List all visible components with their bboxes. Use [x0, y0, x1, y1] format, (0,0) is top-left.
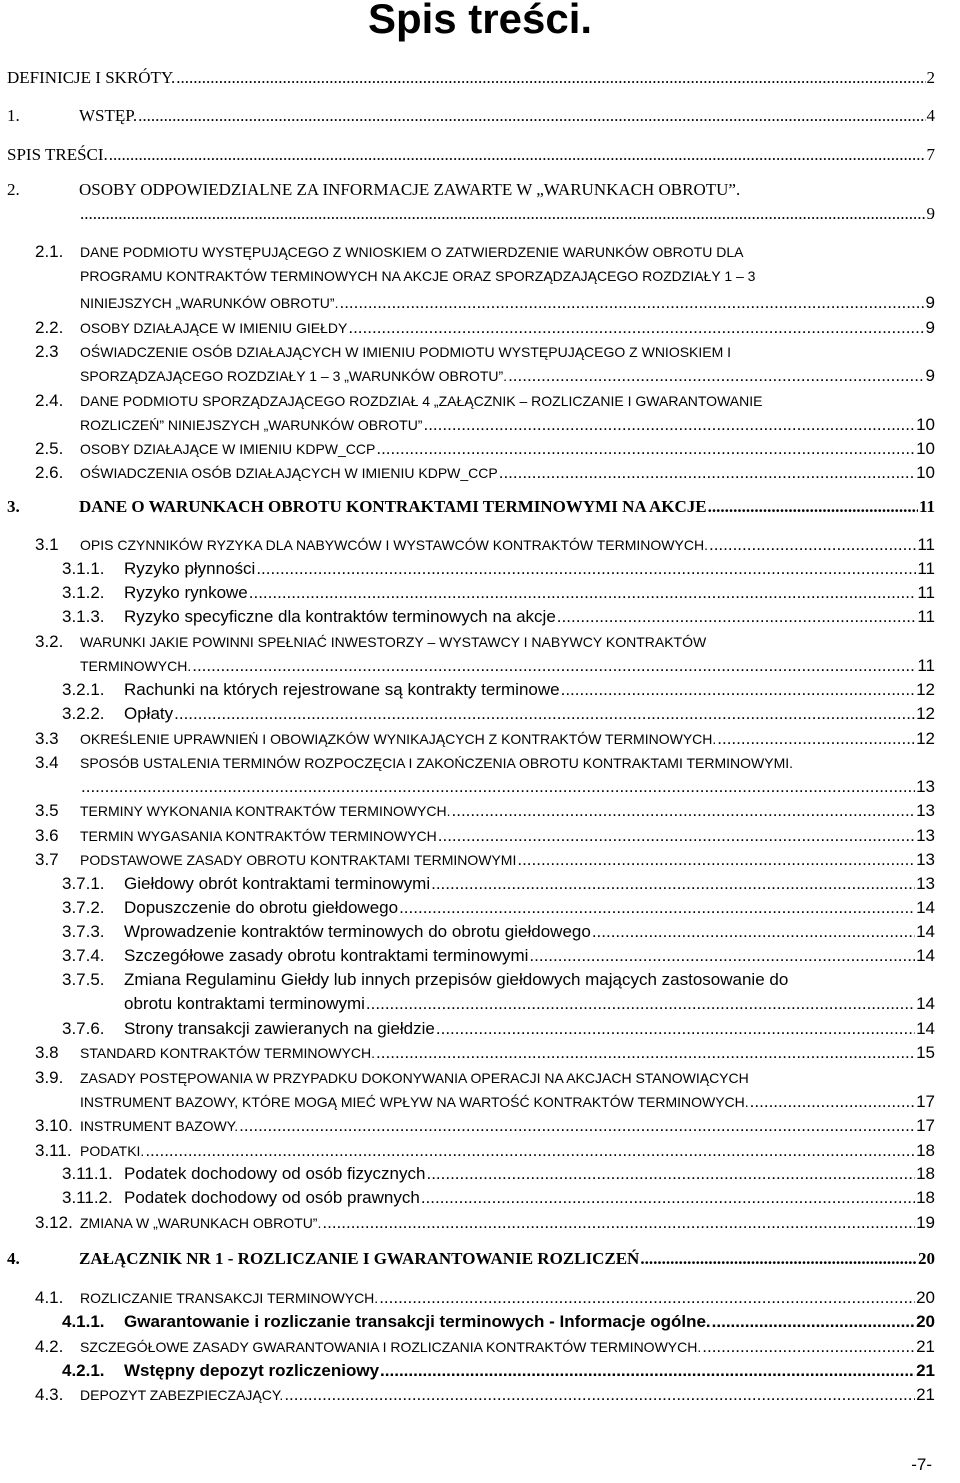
toc-leader: [517, 850, 915, 870]
toc-leader: [380, 1361, 915, 1381]
toc-entry-title: OKREŚLENIE UPRAWNIEŃ I OBOWIĄZKÓW WYNIKAJĄCYCH Z KONTRAKTÓW TERMINOWYCH.: [80, 731, 717, 747]
toc-entry-title: ROZLICZANIE TRANSAKCJI TERMINOWYCH.: [80, 1290, 379, 1306]
toc-leader: [399, 898, 915, 918]
toc-entry[interactable]: [62, 874, 935, 894]
toc-entry-page: 12: [916, 729, 935, 748]
toc-entry-number: 2.3: [35, 342, 59, 361]
toc-entry[interactable]: [35, 632, 935, 652]
toc-entry-page: 18: [916, 1141, 935, 1160]
toc-entry-title: OSOBY ODPOWIEDZIALNE ZA INFORMACJE ZAWARTE W „WARUNKACH OBROTU”.: [79, 180, 741, 199]
toc-entry[interactable]: [62, 970, 935, 990]
toc-entry-page: 11: [917, 607, 935, 626]
toc-entry-number: 3.8: [35, 1043, 59, 1062]
page-number-footer: -7-: [911, 1455, 932, 1474]
toc-entry[interactable]: [7, 180, 935, 200]
toc-entry-title: Zmiana Regulaminu Giełdy lub innych przepisów giełdowych mających zastosowanie do: [124, 970, 789, 989]
toc-leader: [138, 106, 925, 126]
toc-entry[interactable]: [35, 1385, 935, 1405]
toc-entry-page: 11: [917, 535, 935, 554]
toc-entry-title: TERMIN WYGASANIA KONTRAKTÓW TERMINOWYCH: [80, 828, 437, 844]
toc-entry-title: INSTRUMENT BAZOWY.: [80, 1118, 239, 1134]
toc-entry[interactable]: [35, 535, 935, 555]
toc-entry-title: SPOSÓB USTALENIA TERMINÓW ROZPOCZĘCIA I ZAKOŃCZENIA OBROTU KONTRAKTAMI TERMINOWYMI.: [80, 755, 794, 771]
toc-entry-number: 3.7.3.: [62, 922, 105, 941]
toc-entry-page: 20: [916, 1288, 935, 1307]
toc-entry-page: 11: [917, 583, 935, 602]
toc-entry-page: 18: [916, 1188, 935, 1207]
toc-entry-number: 2.1.: [35, 242, 64, 261]
toc-entry[interactable]: [80, 777, 935, 797]
toc-leader: [426, 1164, 915, 1184]
toc-leader: [438, 826, 915, 846]
toc-entry-title: Szczegółowe zasady obrotu kontraktami terminowymi: [124, 946, 529, 965]
toc-entry-number: 4.2.1.: [62, 1361, 105, 1380]
toc-entry-title: Giełdowy obrót kontraktami terminowymi: [124, 874, 431, 893]
toc-entry-title: NINIEJSZYCH „WARUNKÓW OBROTU”.: [80, 295, 339, 311]
toc-entry-title: OSOBY DZIAŁAJĄCE W IMIENIU GIEŁDY: [80, 320, 348, 336]
toc-entry-page: 12: [916, 680, 935, 699]
toc-entry-page: 12: [916, 704, 935, 723]
toc-entry-page: 20: [918, 1249, 935, 1268]
toc-entry-title: OŚWIADCZENIA OSÓB DZIAŁAJĄCYCH W IMIENIU KDPW_CCP: [80, 465, 498, 481]
toc-entry-number: 3.7.5.: [62, 970, 105, 989]
toc-entry-number: 3.11.: [35, 1141, 72, 1160]
toc-entry-title: STANDARD KONTRAKTÓW TERMINOWYCH.: [80, 1045, 376, 1061]
toc-entry[interactable]: [62, 583, 935, 603]
toc-entry-title: Dopuszczenie do obrotu giełdowego: [124, 898, 399, 917]
toc-entry-number: 3.7.6.: [62, 1019, 105, 1038]
toc-entry-number: 3.7.2.: [62, 898, 105, 917]
toc-entry[interactable]: [35, 850, 935, 870]
toc-entry-page: 14: [916, 946, 935, 965]
toc-entry-page: 14: [916, 922, 935, 941]
toc-entry[interactable]: [62, 1312, 935, 1332]
toc-entry[interactable]: [62, 922, 935, 942]
toc-entry-number: 3.11.2.: [62, 1188, 113, 1207]
toc-entry-number: 3.1.2.: [62, 583, 105, 602]
toc-entry-page: 9: [925, 366, 935, 385]
toc-entry[interactable]: [35, 318, 935, 338]
toc-leader: [176, 68, 925, 88]
toc-entry-page: 13: [916, 777, 935, 796]
toc-entry-page: 19: [916, 1213, 935, 1232]
toc-entry[interactable]: [7, 68, 935, 88]
toc-entry-title: Gwarantowanie i rozliczanie transakcji terminowych - Informacje ogólne.: [124, 1312, 711, 1331]
toc-leader: [80, 204, 926, 224]
toc-entry[interactable]: [7, 1249, 935, 1269]
toc-leader: [174, 704, 915, 724]
toc-entry[interactable]: [35, 1068, 935, 1088]
toc-entry[interactable]: [35, 342, 935, 362]
toc-entry[interactable]: [80, 656, 935, 676]
toc-entry-number: 3.4: [35, 753, 59, 772]
toc-entry[interactable]: [35, 439, 935, 459]
toc-leader: [702, 1337, 915, 1357]
toc-entry-title: Opłaty: [124, 704, 174, 723]
toc-entry-page: 10: [916, 439, 935, 458]
toc-leader: [256, 559, 916, 579]
toc-entry-number: 4.2.: [35, 1337, 64, 1356]
toc-entry-number: 3.7.4.: [62, 946, 105, 965]
toc-leader: [322, 1213, 915, 1233]
toc-entry-title: DEPOZYT ZABEZPIECZAJĄCY.: [80, 1387, 284, 1403]
toc-leader: [712, 1312, 915, 1332]
toc-entry[interactable]: [80, 268, 935, 284]
toc-entry[interactable]: [7, 145, 935, 165]
toc-entry[interactable]: [35, 1043, 935, 1063]
toc-entry-number: 3.1: [35, 535, 59, 554]
toc-entry-title: SZCZEGÓŁOWE ZASADY GWARANTOWANIA I ROZLICZANIA KONTRAKTÓW TERMINOWYCH.: [80, 1339, 702, 1355]
toc-entry[interactable]: [35, 1141, 935, 1161]
toc-entry-number: 3.3: [35, 729, 59, 748]
toc-leader: [592, 922, 915, 942]
toc-entry[interactable]: [62, 704, 935, 724]
toc-entry[interactable]: [80, 366, 935, 386]
toc-entry-title: Ryzyko rynkowe: [124, 583, 248, 602]
toc-leader: [557, 607, 917, 627]
toc-entry-number: 3.: [7, 497, 20, 516]
toc-entry-page: 17: [916, 1116, 935, 1135]
toc-entry-number: 3.6: [35, 826, 59, 845]
toc-entry-page: 21: [916, 1337, 935, 1356]
toc-entry-title: Rachunki na których rejestrowane są kontrakty terminowe: [124, 680, 560, 699]
toc-entry-number: 3.2.: [35, 632, 64, 651]
toc-leader: [708, 497, 918, 517]
toc-entry[interactable]: [62, 1361, 935, 1381]
toc-leader: [192, 656, 916, 676]
toc-entry-page: 9: [925, 293, 935, 312]
toc-entry[interactable]: [62, 1019, 935, 1039]
toc-entry-number: 2.: [7, 180, 20, 199]
toc-entry[interactable]: [35, 1288, 935, 1308]
toc-entry-page: 15: [916, 1043, 935, 1062]
toc-entry-title: OPIS CZYNNIKÓW RYZYKA DLA NABYWCÓW I WYSTAWCÓW KONTRAKTÓW TERMINOWYCH.: [80, 537, 708, 553]
toc-entry-number: 3.2.2.: [62, 704, 105, 723]
toc-entry-page: 14: [916, 994, 935, 1013]
toc-leader: [423, 415, 915, 435]
toc-entry[interactable]: [35, 1213, 935, 1233]
toc-entry[interactable]: [35, 801, 935, 821]
toc-leader: [109, 145, 926, 165]
toc-leader: [366, 994, 915, 1014]
toc-entry[interactable]: [35, 1337, 935, 1357]
toc-entry[interactable]: [62, 1188, 935, 1208]
toc-entry-number: 3.9.: [35, 1068, 64, 1087]
toc-entry-title: Strony transakcji zawieranych na giełdzie: [124, 1019, 435, 1038]
toc-entry-number: 3.11.1.: [62, 1164, 113, 1183]
toc-entry-page: 9: [926, 204, 935, 223]
toc-entry-page: 13: [916, 801, 935, 820]
toc-entry[interactable]: [35, 826, 935, 846]
toc-entry-page: 10: [916, 415, 935, 434]
toc-entry-title: OSOBY DZIAŁAJĄCE W IMIENIU KDPW_CCP: [80, 441, 376, 457]
toc-leader: [339, 293, 924, 313]
toc-entry-title: DANE O WARUNKACH OBROTU KONTRAKTAMI TERMINOWYMI NA AKCJE: [79, 497, 707, 516]
toc-entry-number: 4.: [7, 1249, 20, 1268]
toc-leader: [239, 1116, 915, 1136]
toc-entry-title: INSTRUMENT BAZOWY, KTÓRE MOGĄ MIEĆ WPŁYW NA WARTOŚĆ KONTRAKTÓW TERMINOWYCH.: [80, 1094, 749, 1110]
toc-entry[interactable]: [35, 729, 935, 749]
toc-entry-title: Podatek dochodowy od osób fizycznych: [124, 1164, 426, 1183]
toc-entry-page: 20: [916, 1312, 935, 1331]
toc-entry-page: 17: [916, 1092, 935, 1111]
toc-entry-page: 9: [925, 318, 935, 337]
toc-entry-number: 4.3.: [35, 1385, 64, 1404]
toc-leader: [452, 801, 916, 821]
toc-entry-page: 14: [916, 1019, 935, 1038]
toc-entry-number: 3.2.1.: [62, 680, 105, 699]
toc-entry-title: Ryzyko płynności: [124, 559, 256, 578]
toc-entry-title: PODSTAWOWE ZASADY OBROTU KONTRAKTAMI TERMINOWYMI: [80, 852, 517, 868]
toc-leader: [379, 1288, 915, 1308]
toc-entry-page: 14: [916, 898, 935, 917]
toc-entry[interactable]: [35, 1116, 935, 1136]
toc-entry-page: 13: [916, 874, 935, 893]
toc-leader: [348, 318, 924, 338]
toc-leader: [249, 583, 917, 603]
toc-entry-number: 4.1.: [35, 1288, 64, 1307]
toc-leader: [376, 1043, 915, 1063]
toc-entry-title: Podatek dochodowy od osób prawnych: [124, 1188, 420, 1207]
toc-leader: [529, 946, 915, 966]
toc-entry[interactable]: [62, 607, 935, 627]
toc-leader: [717, 729, 915, 749]
toc-entry-number: 2.4.: [35, 391, 64, 410]
toc-leader: [436, 1019, 915, 1039]
toc-entry-title: ZMIANA W „WARUNKACH OBROTU”.: [80, 1215, 322, 1231]
toc-entry[interactable]: [35, 242, 935, 262]
toc-entry[interactable]: [35, 753, 935, 773]
toc-leader: [499, 463, 915, 483]
toc-entry-title: obrotu kontraktami terminowymi: [124, 994, 365, 1013]
toc-entry-page: 2: [926, 68, 935, 87]
page-title: Spis treści.: [367, 0, 593, 42]
toc-entry[interactable]: [79, 204, 935, 224]
toc-entry-title: ZASADY POSTĘPOWANIA W PRZYPADKU DOKONYWANIA OPERACJI NA AKCJACH STANOWIĄCYCH: [80, 1070, 749, 1086]
toc-entry[interactable]: [7, 106, 935, 126]
toc-entry-title: SPORZĄDZAJĄCEGO ROZDZIAŁY 1 – 3 „WARUNKÓW OBROTU”.: [80, 368, 508, 384]
toc-entry-number: 2.6.: [35, 463, 64, 482]
toc-entry-title: PODATKI.: [80, 1143, 145, 1159]
toc-entry-number: 3.7: [35, 850, 59, 869]
toc-entry-title: Ryzyko specyficzne dla kontraktów terminowych na akcje: [124, 607, 556, 626]
toc-entry-number: 3.5: [35, 801, 59, 820]
toc-entry-number: 3.12.: [35, 1213, 73, 1232]
toc-entry-page: 4: [926, 106, 935, 125]
toc-entry[interactable]: [7, 497, 935, 517]
toc-entry-title: DANE PODMIOTU SPORZĄDZAJĄCEGO ROZDZIAŁ 4 „ZAŁĄCZNIK – ROZLICZANIE I GWARANTOWANIE: [80, 393, 763, 409]
toc-entry-number: 4.1.1.: [62, 1312, 105, 1331]
toc-entry-number: 3.1.3.: [62, 607, 105, 626]
toc-entry[interactable]: [62, 680, 935, 700]
toc-entry-page: 11: [917, 656, 935, 675]
toc-entry[interactable]: [62, 559, 935, 579]
toc-entry-page: 11: [918, 497, 935, 516]
toc-entry[interactable]: [62, 1164, 935, 1184]
toc-leader: [81, 777, 915, 797]
toc-entry[interactable]: [62, 946, 935, 966]
toc-leader: [709, 535, 916, 555]
toc-entry-number: 2.5.: [35, 439, 64, 458]
toc-entry-number: 3.7.1.: [62, 874, 105, 893]
toc-entry-title: ROZLICZEŃ” NINIEJSZYCH „WARUNKÓW OBROTU”: [80, 417, 423, 433]
toc-entry-number: 3.1.1.: [62, 559, 105, 578]
toc-entry-title: WSTĘP.: [79, 106, 138, 125]
toc-entry[interactable]: [80, 415, 935, 435]
toc-leader: [750, 1092, 915, 1112]
toc-entry-page: 18: [916, 1164, 935, 1183]
toc-entry[interactable]: [80, 293, 935, 313]
toc-leader: [508, 366, 924, 386]
toc-entry-page: 13: [916, 850, 935, 869]
toc-leader: [431, 874, 915, 894]
toc-entry-title: Wstępny depozyt rozliczeniowy: [124, 1361, 380, 1380]
toc-leader: [421, 1188, 915, 1208]
toc-entry-title: ZAŁĄCZNIK NR 1 - ROZLICZANIE I GWARANTOWANIE ROZLICZEŃ: [79, 1249, 640, 1268]
toc-entry-title: PROGRAMU KONTRAKTÓW TERMINOWYCH NA AKCJE ORAZ SPORZĄDZAJĄCEGO ROZDZIAŁY 1 – 3: [80, 268, 756, 284]
toc-entry-page: 13: [916, 826, 935, 845]
toc-entry[interactable]: [35, 463, 935, 483]
toc-leader: [145, 1141, 915, 1161]
toc-entry-page: 21: [916, 1385, 935, 1404]
toc-entry[interactable]: [35, 391, 935, 411]
toc-entry-title: DANE PODMIOTU WYSTĘPUJĄCEGO Z WNIOSKIEM O ZATWIERDZENIE WARUNKÓW OBROTU DLA: [80, 244, 744, 260]
toc-entry-title: TERMINY WYKONANIA KONTRAKTÓW TERMINOWYCH.: [80, 803, 451, 819]
toc-entry-number: 1.: [7, 106, 20, 125]
toc-entry-title: TERMINOWYCH.: [80, 658, 192, 674]
toc-entry-number: 3.10.: [35, 1116, 73, 1135]
toc-entry-title: Wprowadzenie kontraktów terminowych do obrotu giełdowego: [124, 922, 591, 941]
toc-entry-title: DEFINICJE I SKRÓTY.: [7, 68, 176, 87]
toc-leader: [640, 1249, 917, 1269]
toc-entry-page: 7: [926, 145, 935, 164]
toc-entry[interactable]: [80, 1092, 935, 1112]
toc-entry-title: WARUNKI JAKIE POWINNI SPEŁNIAĆ INWESTORZY – WYSTAWCY I NABYWCY KONTRAKTÓW: [80, 634, 707, 650]
toc-entry-number: 2.2.: [35, 318, 64, 337]
toc-entry-title: OŚWIADCZENIE OSÓB DZIAŁAJĄCYCH W IMIENIU PODMIOTU WYSTĘPUJĄCEGO Z WNIOSKIEM I: [80, 344, 732, 360]
toc-entry-title: SPIS TREŚCI.: [7, 145, 108, 164]
toc-entry-page: 10: [916, 463, 935, 482]
toc-leader: [284, 1385, 915, 1405]
toc-entry[interactable]: [62, 898, 935, 918]
toc-entry-page: 11: [917, 559, 935, 578]
toc-leader: [376, 439, 915, 459]
toc-leader: [561, 680, 915, 700]
toc-entry-page: 21: [916, 1361, 935, 1380]
toc-entry[interactable]: [124, 994, 935, 1014]
